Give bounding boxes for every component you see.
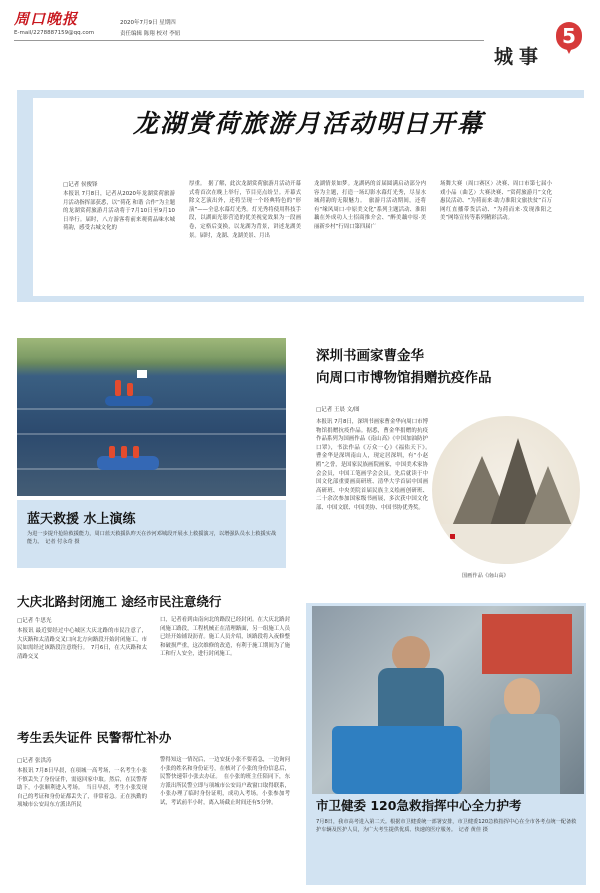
- lostid-byline: □记者 张洪涛: [17, 758, 52, 764]
- newspaper-logo: 周口晚报: [14, 10, 79, 28]
- road-headline: 大庆北路封闭施工 途经市民注意绕行: [17, 594, 222, 609]
- road-column-2: 口，记者看到由南向北的路段已经封闭。在大庆北路封闭施工路段，工程机械正在清理路面，另一组施工人员已经开始铺设沥青。施工人员介绍，该路段将入夜修整和破损严重，这次维修的改造，有利于施工期间为了施工和行人安全，进行封闭施工。: [160, 617, 290, 658]
- painting-circle: [432, 416, 580, 564]
- road-byline: □记者 牛思光: [17, 618, 52, 624]
- road-column-1: 本报讯 最近要经过中心城区大庆北路的市民注意了，大庆路和太清路交叉口向北方向路段开始封闭施工，市民如需经过该路段注意绕行。 7月6日，在大庆路和太清路交叉: [17, 628, 147, 660]
- masthead-email: E-mail/2278887159@qq.com: [14, 30, 95, 36]
- rescuer: [115, 380, 121, 396]
- masthead-rule: [14, 40, 484, 41]
- health-headline: 市卫健委 120急救指挥中心全力护考: [316, 798, 522, 813]
- health-photo: [312, 606, 584, 794]
- patient-head: [504, 678, 540, 718]
- painting-caption: 国画作品《南山高》: [462, 573, 509, 579]
- flag: [137, 370, 147, 378]
- lead-column-1: 本报讯 7月8日，记者从2020年龙湖赏荷旅游月活动指挥部获悉，以“荷花 和谐 合作”为主题的龙湖赏荷旅游月活动将于7月10日至9月10日举行。届时，八方游客将前来观荷品味水城荷韵，感受古城文化的: [63, 191, 175, 232]
- mountain-shape: [524, 466, 572, 526]
- donation-body: 本报讯 7月8日，深圳书画家曹金华向周口市博物馆捐赠抗疫作品。据悉，曹金华捐赠的抗疫作品系列为国画作品《南山高》《中国加油防护口罩》，书法作品《万众一心》《福佑天下》。 曹金华是深圳南山人，现定居深圳，有“小赵鸥”之誉，是国家民族画院画家，中国美术家协会会员，中国工笔画学会会员。先后就读于中国文化部重要画高研班、清华大学首届中国画高研班、中央美院首届民族主义绘画创研班、二十余次参加国家级书画展，多次获中国文化部、中国文联、中国美协、中国书协优秀奖。: [316, 419, 434, 511]
- lostid-headline: 考生丢失证件 民警帮忙补办: [17, 730, 172, 745]
- masthead-staff: 责任编辑 陈翔 校对 李妞: [120, 31, 181, 37]
- lead-column-3: 龙湖情景如梦。龙湖码的首届圆满启动部分内容为主题，打造一场幻影水幕灯光秀，尽显水城荷韵的无限魅力。 旅游月活动期间，还将有“缘风周口·中原美文化”系列主题活动、淮阳藕在外成功人士招商推介会、“醉美藕中原·美丽新乡村”行周口第四届广: [314, 181, 426, 230]
- rescuer: [133, 446, 139, 458]
- donation-byline: □记者 王晨 文/图: [316, 407, 360, 413]
- lead-column-4: 场舞大赛（周口赛区）决赛、周口市第七届小戏小品（曲艺）大赛决赛、“赏荷旅游月”文化惠民活动、“为荷而来·助力准阳文旅扶贫”百万网红直播带货活动、“为荷而来·发现淮阳之美”网络宣传等系列精彩活动。: [440, 181, 552, 222]
- rescuer: [121, 446, 127, 458]
- rescue-boat: [97, 456, 159, 470]
- banner: [482, 614, 572, 674]
- donation-headline-1: 深圳书画家曹金华: [316, 348, 424, 364]
- rescue-photo: [17, 338, 286, 496]
- rescuer: [127, 383, 133, 396]
- health-caption: 7月8日，我市高考进入第二天。根据市卫健委统一部署安排，市卫健委120急救指挥中心在全市各考点统一配备救护车辆及医护人员，为广大考生提供优质、快速的医疗服务。 记者 黄佳 摄: [316, 819, 577, 833]
- lead-column-2: 厚重。 据了解，此次龙湖赏荷旅游月活动开幕式将首次在晚上举行，节目亮点纷呈。开幕式除文艺演出外，还将呈现一个经典特色的“形演”——全息水幕灯光秀。灯光秀将使用科技手段，以湖面光影营造的优美视觉效果为一段画卷，定格后变换，以龙湖为背景，讲述龙湖美景。届时，龙湖、龙湖美景、月出: [189, 181, 301, 239]
- rescuer: [109, 446, 115, 458]
- rescue-boat: [105, 396, 153, 406]
- mist: [432, 524, 580, 564]
- masthead-date: 2020年7月9日 星期四: [120, 20, 176, 26]
- lostid-column-1: 本报讯 7月8日早晨，在项城一高考场，一名考生小张不慎丢失了身份证件，需返回家中取。然后，在民警帮助下，小张顺利进入考场。 当日早晨，考生小张发现自己的考证和身份证都丢失了，非常着急。正在执勤的项城市公安局东方派出所民: [17, 768, 147, 809]
- donation-headline-2: 向周口市博物馆捐赠抗疫作品: [316, 370, 492, 386]
- red-seal: [450, 534, 455, 539]
- lostid-column-2: 警得知这一情况后，一边安抚小张不要着急，一边询问小张的姓名和身份证号，在核对了小张的身份信息后，民警快速带小张去办证。 在小张的班主任陪同下，东方派出所民警立即与项城市公安局户政窗口取得联系，小张办理了临时身份证明，成功入考场。小张参加考试，考试前半小时，离入场截止时间还有5分钟。: [160, 757, 290, 806]
- rescue-headline: 蓝天救援 水上演练: [27, 512, 136, 527]
- page-number-badge: 5: [556, 22, 582, 50]
- patient-body: [490, 714, 560, 794]
- section-title: 城事: [494, 46, 545, 68]
- rescue-caption: 为进一步提升抢险救援能力，周口蓝天救援队昨天在沙河邓城段开展水上救援演习，以增强队员水上救援实战能力。 记者 付永奇 摄: [27, 531, 277, 545]
- lead-byline: □记者 侯俊锋: [63, 182, 98, 188]
- equipment-case: [332, 726, 462, 794]
- lead-headline: 龙湖赏荷旅游月活动明日开幕: [132, 109, 484, 138]
